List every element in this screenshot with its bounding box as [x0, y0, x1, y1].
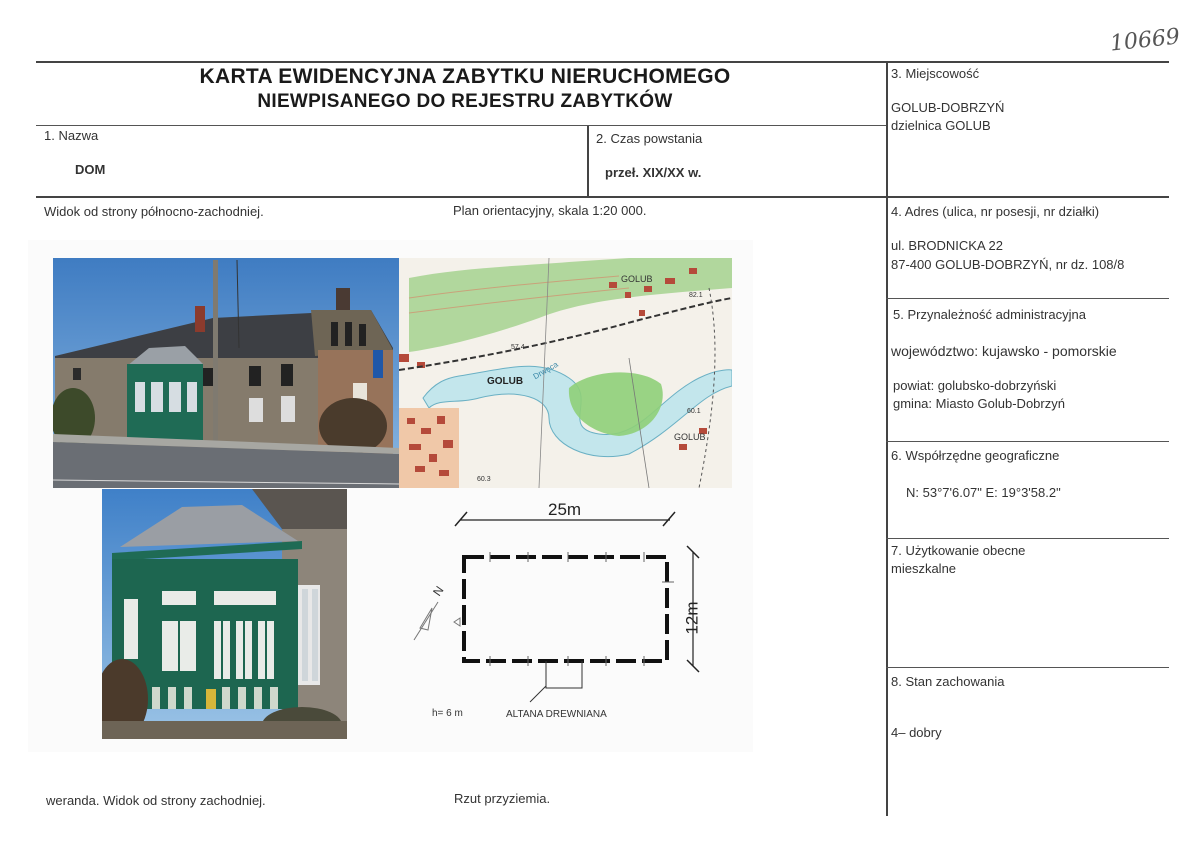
map-label-golub-top: GOLUB — [621, 274, 653, 284]
top-border — [36, 61, 1169, 63]
admin-commune: gmina: Miasto Golub-Dobrzyń — [893, 396, 1065, 411]
house-photo-northwest — [53, 258, 399, 488]
name-value: DOM — [75, 162, 106, 177]
plan-height-label: h= 6 m — [432, 708, 463, 719]
document-title: KARTA EWIDENCYJNA ZABYTKU NIERUCHOMEGO — [199, 65, 731, 88]
date-label: 2. Czas powstania — [596, 131, 703, 146]
usage-condition-divider — [886, 667, 1169, 668]
map-height-1: 82.1 — [689, 292, 703, 299]
map-label-river: Drwęca — [531, 359, 560, 382]
inventory-number: 10669 — [1108, 24, 1182, 57]
address-label: 4. Adres (ulica, nr posesji, nr działki) — [891, 204, 1100, 219]
condition-value: 4– dobry — [891, 725, 942, 740]
map-height-3: 57.4 — [511, 344, 525, 351]
right-column-divider — [886, 61, 888, 816]
addr-admin-divider — [886, 298, 1169, 299]
map-label-golub-mid: GOLUB — [487, 376, 524, 387]
plan-width-label: 25m — [548, 500, 582, 519]
geo-value: N: 53°7'6.07" E: 19°3'58.2" — [906, 485, 1061, 500]
plan-caption: Rzut przyziemia. — [454, 791, 551, 806]
place-label: 3. Miejscowość — [891, 66, 980, 81]
name-date-divider — [587, 126, 589, 196]
map-height-2: 60.1 — [687, 408, 701, 415]
address-line1: ul. BRODNICKA 22 — [891, 238, 1003, 253]
admin-label: 5. Przynależność administracyjna — [893, 307, 1086, 322]
map-caption: Plan orientacyjny, skala 1:20 000. — [453, 203, 647, 218]
place-value-line1: GOLUB-DOBRZYŃ — [891, 100, 1005, 115]
plan-arbor-label: ALTANA DREWNIANA — [506, 709, 607, 720]
veranda-photo-west — [102, 489, 347, 739]
name-label: 1. Nazwa — [44, 128, 99, 143]
photo-caption-veranda: weranda. Widok od strony zachodniej. — [46, 793, 266, 808]
document-subtitle: NIEWPISANEGO DO REJESTRU ZABYTKÓW — [257, 91, 673, 112]
place-value-line2: dzielnica GOLUB — [891, 118, 991, 133]
header-bottom-border — [36, 196, 1169, 198]
ground-plan-drawing — [400, 490, 750, 740]
date-value: przeł. XIX/XX w. — [605, 165, 702, 180]
plan-depth-label: 12m — [682, 601, 702, 635]
title-divider — [36, 125, 888, 126]
usage-value: mieszkalne — [891, 561, 957, 576]
geo-usage-divider — [886, 538, 1169, 539]
geo-label: 6. Współrzędne geograficzne — [891, 448, 1060, 463]
admin-voivodeship: województwo: kujawsko - pomorskie — [891, 343, 1117, 359]
usage-label: 7. Użytkowanie obecne — [891, 543, 1026, 558]
map-height-4: 60.3 — [477, 476, 491, 483]
condition-label: 8. Stan zachowania — [891, 674, 1005, 689]
map-label-golub-bottom: GOLUB — [674, 432, 706, 442]
orientation-map — [399, 258, 732, 488]
north-arrow-label: N — [430, 583, 447, 599]
photo-caption-nw: Widok od strony północno-zachodniej. — [44, 204, 264, 219]
address-line2: 87-400 GOLUB-DOBRZYŃ, nr dz. 108/8 — [891, 257, 1125, 272]
admin-county: powiat: golubsko-dobrzyński — [893, 378, 1057, 393]
admin-geo-divider — [886, 441, 1169, 442]
